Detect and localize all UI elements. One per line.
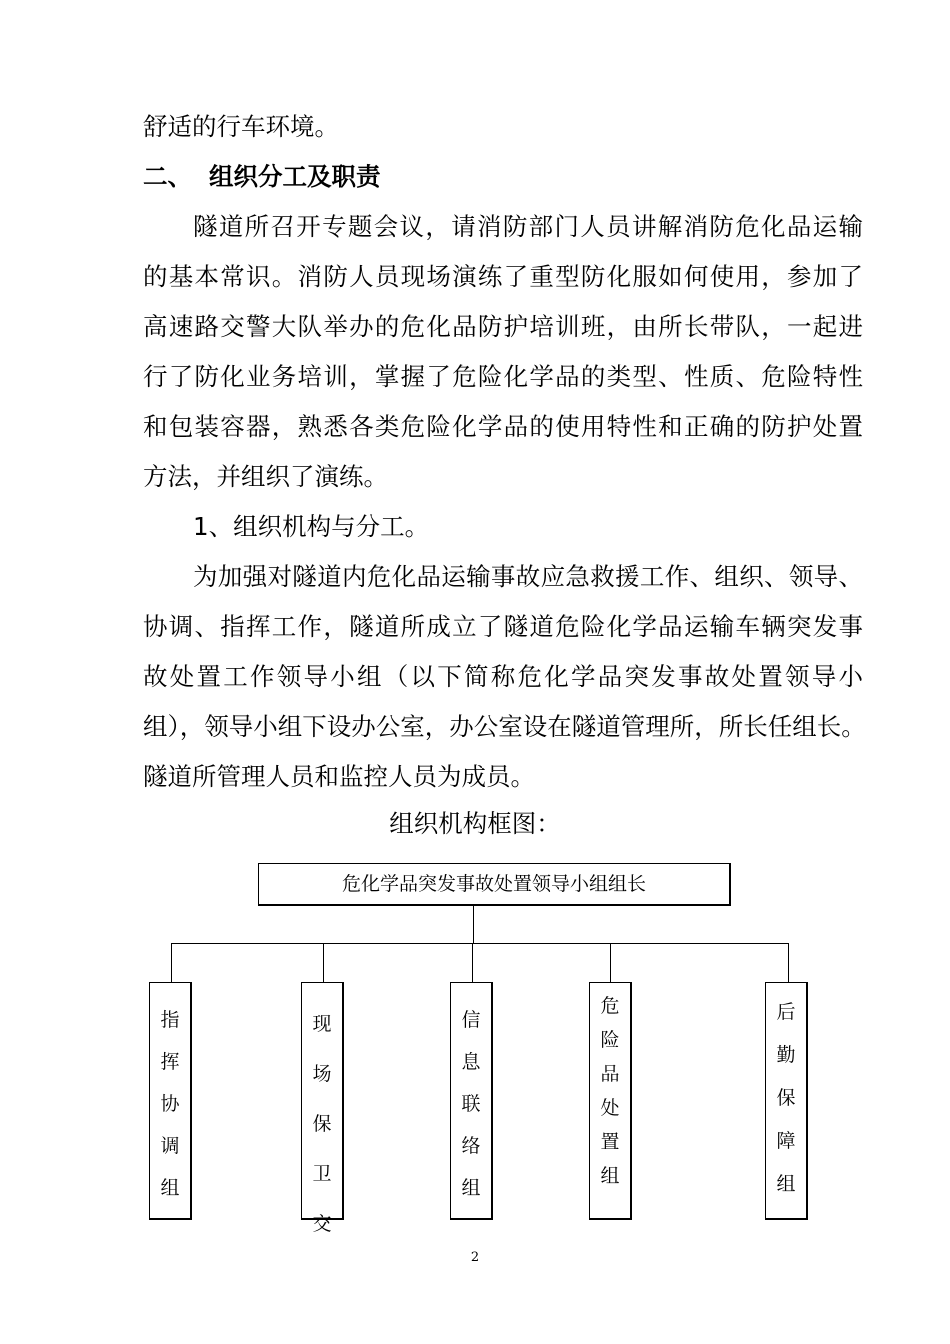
group-char: 息: [461, 1051, 481, 1073]
group-char: 络: [461, 1135, 481, 1157]
section-number: 二、: [143, 162, 192, 191]
text-line-8: 为加强对隧道内危化品运输事故应急救援工作、组织、领导、: [193, 562, 863, 591]
group-char: 勤: [776, 1044, 796, 1066]
group-char: 组: [600, 1165, 620, 1187]
group-box-liaison: [450, 982, 493, 1220]
text-line-2: 隧道所召开专题会议，请消防部门人员讲解消防危化品运输: [193, 212, 863, 241]
connector-branch-5: [788, 943, 789, 982]
group-char: 现: [312, 1013, 332, 1035]
connector-horizontal: [171, 943, 789, 944]
group-char: 卫: [312, 1163, 332, 1185]
group-char: 危: [600, 995, 620, 1017]
group-char: 场: [312, 1063, 332, 1085]
group-char: 交: [312, 1213, 332, 1235]
text-line-10: 故处置工作领导小组（以下简称危化学品突发事故处置领导小: [143, 662, 863, 691]
group-char: 品: [600, 1063, 620, 1085]
text-line-5: 行了防化业务培训，掌握了危险化学品的类型、性质、危险特性: [143, 362, 863, 391]
group-char: 后: [776, 1001, 796, 1023]
group-char: 信: [461, 1009, 481, 1031]
group-box-security: [301, 982, 344, 1235]
group-box-command: [149, 982, 192, 1220]
group-char: 组: [461, 1177, 481, 1199]
group-char: 指: [160, 1009, 180, 1031]
connector-branch-3: [472, 943, 473, 982]
section-title: 组织分工及职责: [209, 162, 381, 191]
group-char: 组: [160, 1177, 180, 1199]
connector-trunk: [473, 906, 474, 944]
subheading: 1、组织机构与分工。: [193, 512, 430, 541]
text-line-3: 的基本常识。消防人员现场演练了重型防化服如何使用，参加了: [143, 262, 863, 291]
org-chart-title: 组织机构框图：: [389, 809, 561, 838]
org-chart-leader-box: [258, 863, 731, 906]
group-box-logistics: [765, 982, 808, 1220]
group-char: 联: [461, 1093, 481, 1115]
connector-branch-2: [323, 943, 324, 982]
group-char: 协: [160, 1093, 180, 1115]
text-line-11: 组），领导小组下设办公室，办公室设在隧道管理所，所长任组长。: [143, 712, 866, 741]
group-box-hazmat: [589, 982, 632, 1220]
text-line-4: 高速路交警大队举办的危化品防护培训班，由所长带队，一起进: [143, 312, 863, 341]
connector-branch-4: [610, 943, 611, 982]
group-char: 调: [160, 1135, 180, 1157]
page-number: 2: [470, 1250, 480, 1265]
connector-branch-1: [171, 943, 172, 982]
text-line-6: 和包装容器，熟悉各类危险化学品的使用特性和正确的防护处置: [143, 412, 863, 441]
leader-label: 危化学品突发事故处置领导小组组长: [341, 873, 646, 895]
group-char: 保: [776, 1087, 796, 1109]
group-char: 处: [600, 1097, 620, 1119]
group-char: 置: [600, 1131, 620, 1153]
text-line-12: 隧道所管理人员和监控人员为成员。: [143, 762, 535, 791]
text-line-7: 方法，并组织了演练。: [143, 462, 388, 491]
text-line-1: 舒适的行车环境。: [143, 112, 339, 141]
group-char: 保: [312, 1113, 332, 1135]
group-char: 组: [776, 1173, 796, 1195]
group-char: 挥: [160, 1051, 180, 1073]
group-char: 障: [776, 1130, 796, 1152]
section-heading: [143, 161, 863, 193]
text-line-9: 协调、指挥工作，隧道所成立了隧道危险化学品运输车辆突发事: [143, 612, 863, 641]
group-char: 险: [600, 1029, 620, 1051]
